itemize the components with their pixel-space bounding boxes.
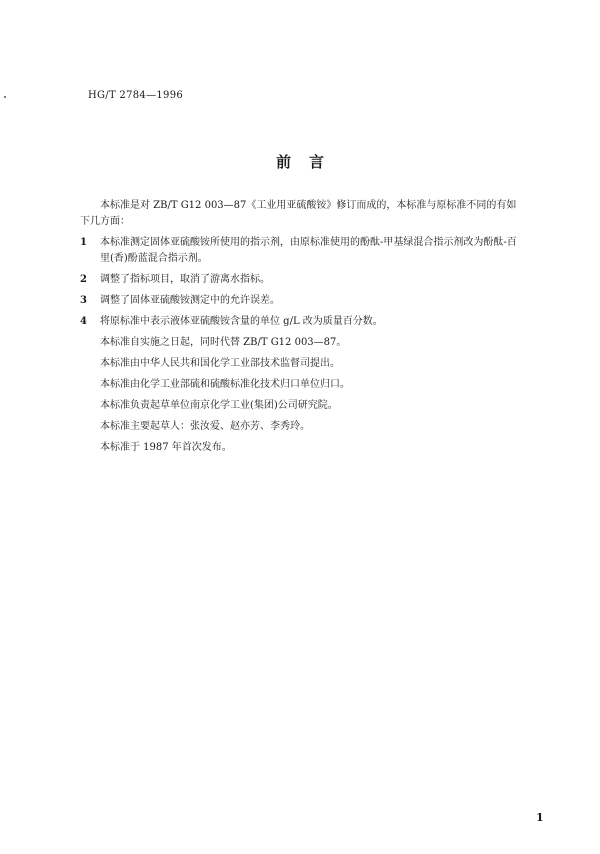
change-item-number: 1: [80, 237, 87, 248]
note-paragraph: 本标准由中华人民共和国化学工业部技术监督司提出。: [100, 358, 340, 369]
foreword-body: [80, 196, 520, 459]
change-item: [80, 233, 520, 270]
change-item: [80, 270, 520, 291]
change-item-number: 3: [80, 295, 87, 306]
note-paragraph: 本标准自实施之日起，同时代替 ZB/T G12 003—87。: [100, 337, 347, 348]
change-item: [80, 291, 520, 312]
note-paragraph: 本标准主要起草人：张汝爱、赵亦芳、李秀玲。: [100, 421, 310, 432]
page-number: 1: [536, 811, 544, 824]
change-item-number: 4: [80, 316, 87, 327]
note-paragraph: 本标准负责起草单位南京化学工业(集团)公司研究院。: [100, 400, 338, 411]
change-item-text: 将原标准中表示液体亚硫酸铵含量的单位 g/L 改为质量百分数。: [100, 316, 383, 327]
page-title: 前言: [275, 153, 342, 171]
note-paragraph: 本标准于 1987 年首次发布。: [100, 442, 232, 453]
note-paragraph: 本标准由化学工业部硫和硫酸标准化技术归口单位归口。: [100, 379, 350, 390]
scan-speck: [4, 96, 6, 98]
change-item-text: 调整了指标项目，取消了游离水指标。: [100, 274, 270, 285]
change-item: [80, 312, 520, 333]
change-item-number: 2: [80, 274, 87, 285]
intro-paragraph: 本标准是对 ZB/T G12 003—87《工业用亚硫酸铵》修订而成的，本标准与原标准不同的有如下几方面：: [80, 200, 517, 227]
change-item-text: 本标准测定固体亚硫酸铵所使用的指示剂，由原标准使用的酚酞-甲基绿混合指示剂改为酚酞-百里(香)酚蓝混合指示剂。: [100, 237, 517, 264]
standard-code-header: HG/T 2784—1996: [88, 90, 184, 101]
change-item-text: 调整了固体亚硫酸铵测定中的允许误差。: [100, 295, 280, 306]
